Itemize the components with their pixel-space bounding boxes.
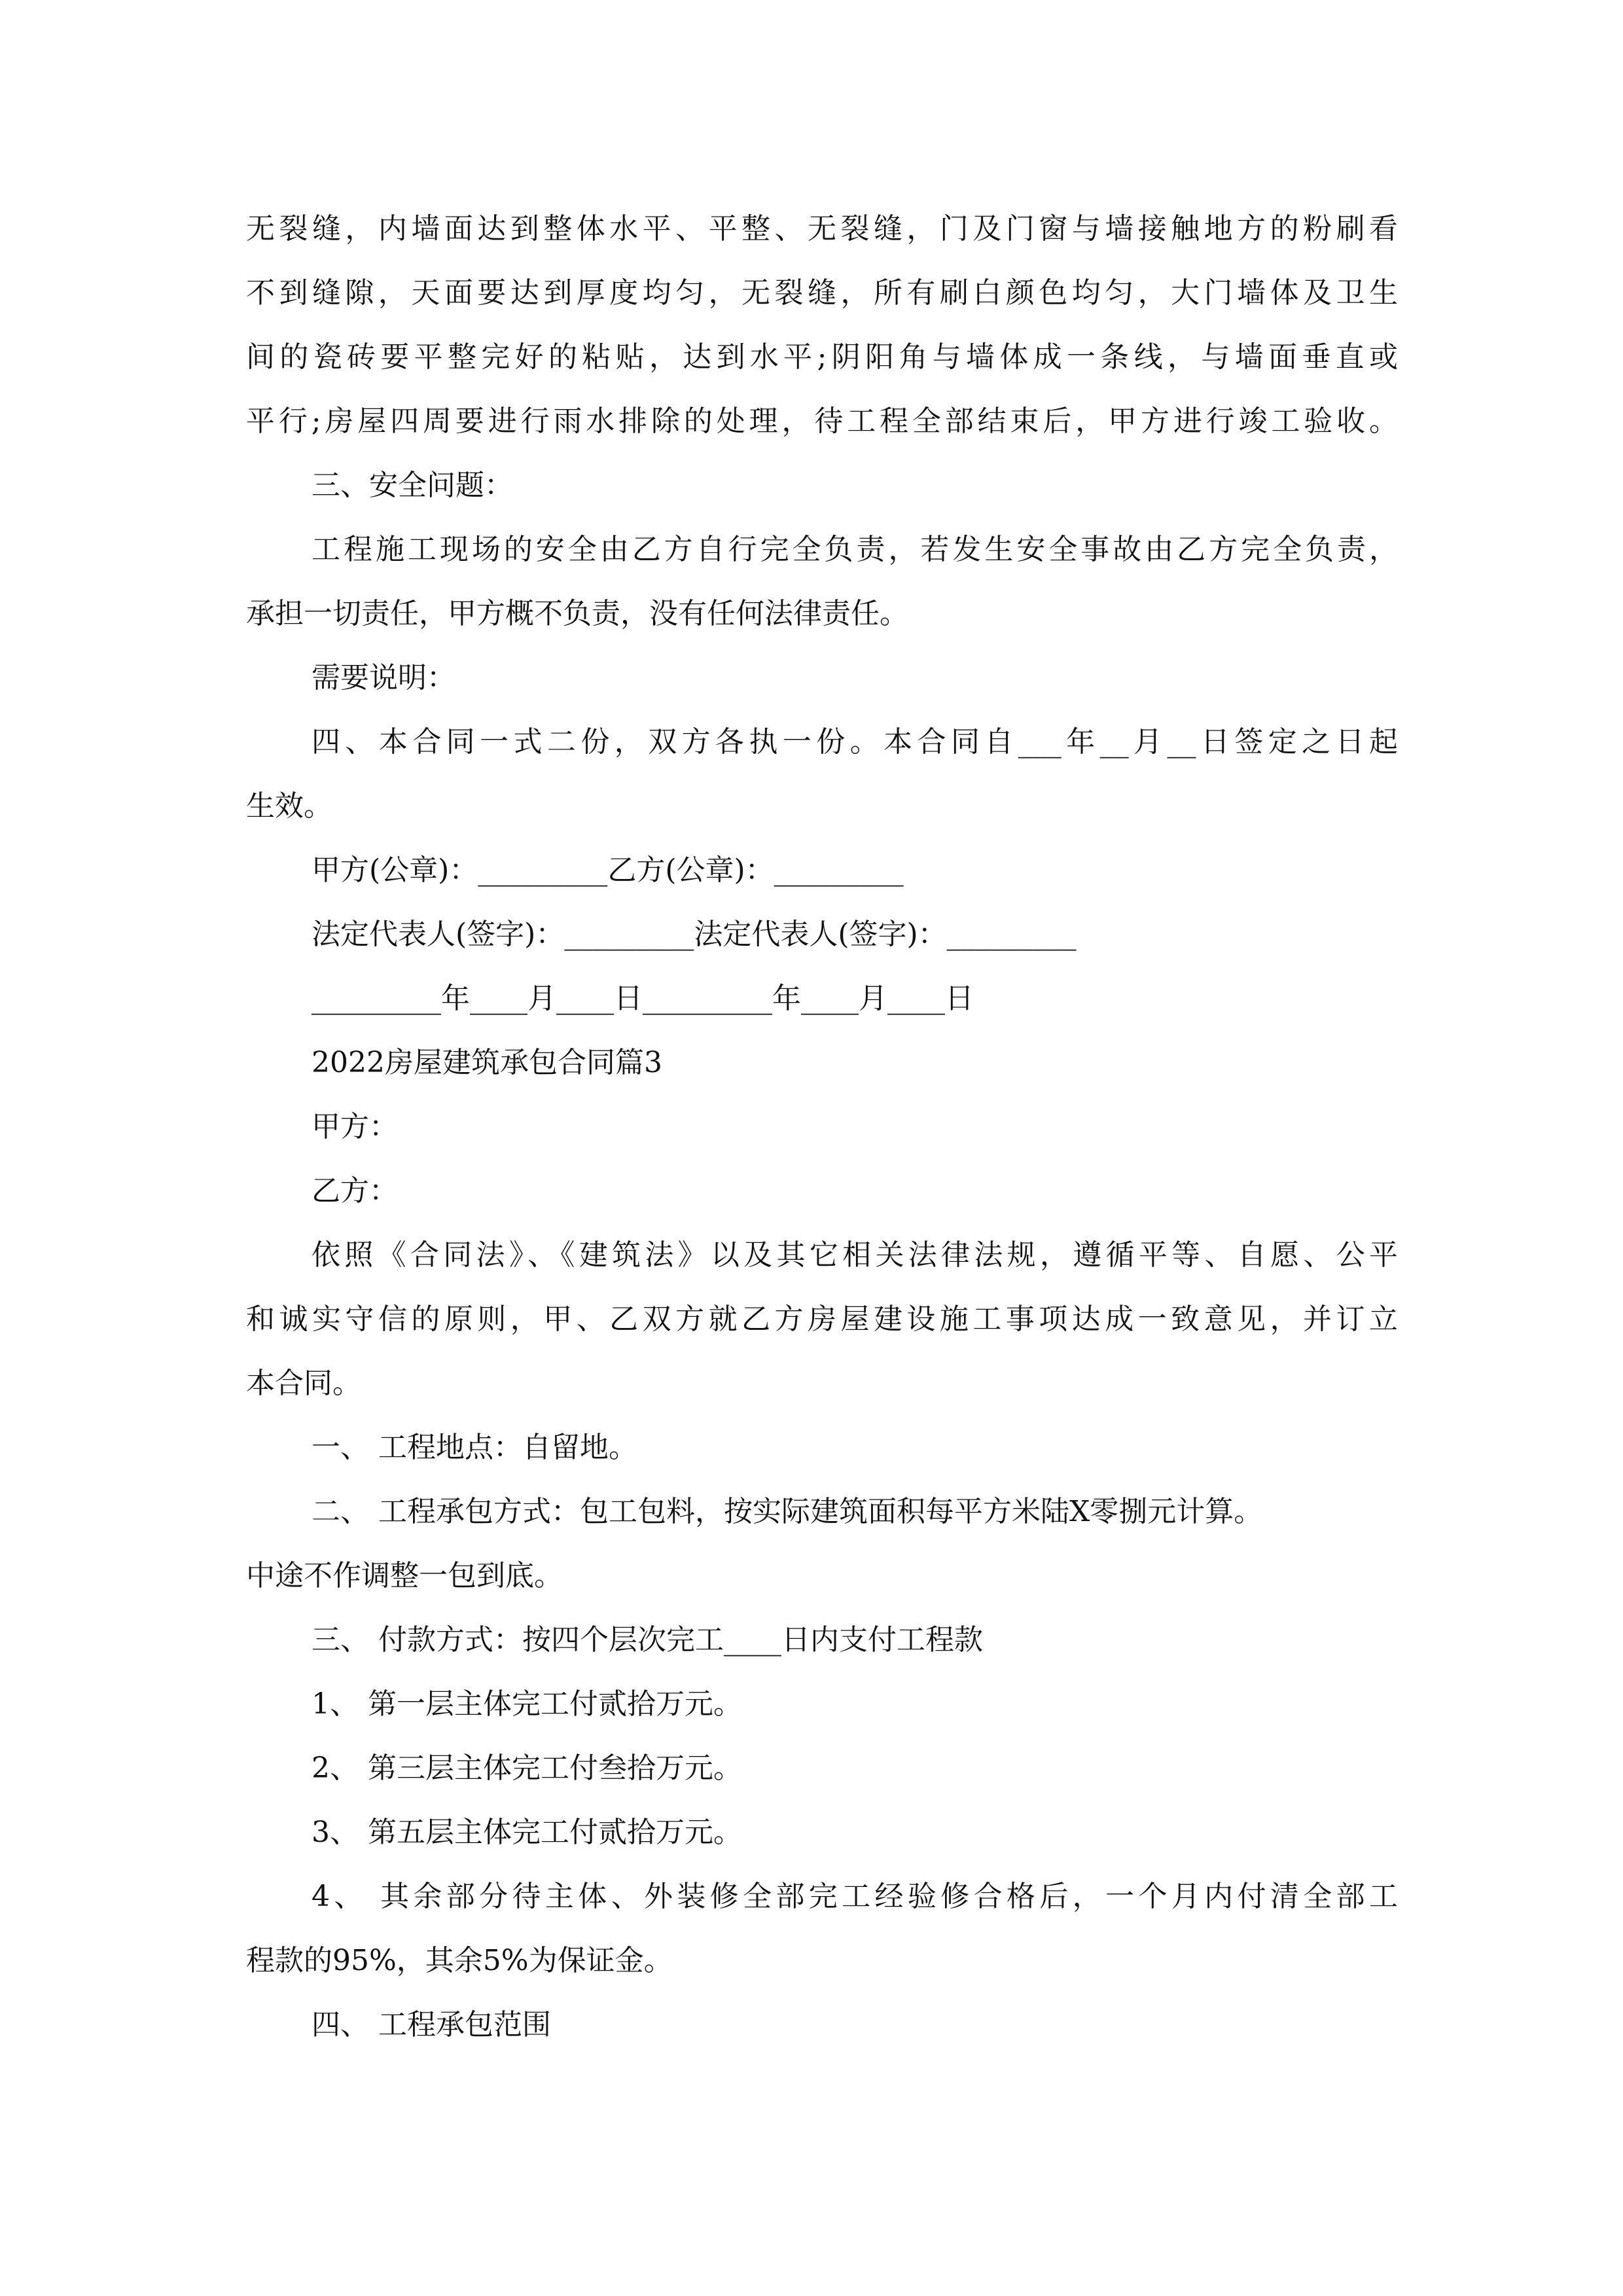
text-line: 程款的95%，其余5%为保证金。 (246, 1944, 673, 1977)
text-line: 依照《合同法》、《建筑法》以及其它相关法律法规，遵循平等、自愿、公平 (312, 1238, 1398, 1272)
text-line: 间的瓷砖要平整完好的粘贴，达到水平;阴阳角与墙体成一条线，与墙面垂直或 (246, 340, 1398, 374)
text-line: 工程施工现场的安全由乙方自行完全负责，若发生安全事故由乙方完全负责， (312, 533, 1398, 566)
text-line: 无裂缝，内墙面达到整体水平、平整、无裂缝，门及门窗与墙接触地方的粉刷看 (246, 212, 1398, 245)
clause-item: 二、 工程承包方式：包工包料，按实际建筑面积每平方米陆X零捌元计算。 (312, 1495, 1263, 1528)
text-line: 四、本合同一式二份，双方各执一份。本合同自___年__月__日签定之日起 (312, 725, 1398, 759)
clause-item: 三、 付款方式：按四个层次完工____日内支付工程款 (312, 1623, 983, 1657)
text-line: 承担一切责任，甲方概不负责，没有任何法律责任。 (246, 597, 908, 630)
text-line: 生效。 (246, 789, 332, 823)
signature-line-representative: 法定代表人(签字)：_________法定代表人(签字)：_________ (312, 918, 1077, 951)
party-a-label: 甲方： (312, 1110, 398, 1143)
signature-line-date: _________年____月____日_________年____月____日 (312, 982, 974, 1015)
signature-line-seal: 甲方(公章)：_________乙方(公章)：_________ (312, 853, 904, 887)
text-line: 本合同。 (246, 1367, 361, 1400)
payment-item: 2、 第三层主体完工付叁拾万元。 (312, 1751, 742, 1785)
section-heading: 三、安全问题： (312, 469, 513, 502)
party-b-label: 乙方： (312, 1174, 398, 1208)
document-body (246, 197, 1398, 2057)
section-heading: 需要说明： (312, 661, 455, 694)
text-line: 中途不作调整一包到底。 (246, 1559, 563, 1592)
text-line: 平行;房屋四周要进行雨水排除的处理，待工程全部结束后，甲方进行竣工验收。 (246, 404, 1398, 438)
contract-title: 2022房屋建筑承包合同篇3 (312, 1046, 662, 1079)
clause-item: 四、 工程承包范围 (312, 2008, 551, 2041)
payment-item: 3、 第五层主体完工付贰拾万元。 (312, 1816, 742, 1849)
text-line: 不到缝隙，天面要达到厚度均匀，无裂缝，所有刷白颜色均匀，大门墙体及卫生 (246, 276, 1398, 310)
clause-item: 一、 工程地点：自留地。 (312, 1431, 637, 1464)
text-line: 和诚实守信的原则，甲、乙双方就乙方房屋建设施工事项达成一致意见，并订立 (246, 1302, 1398, 1336)
payment-item: 4、 其余部分待主体、外装修全部完工经验修合格后，一个月内付清全部工 (312, 1880, 1398, 1913)
payment-item: 1、 第一层主体完工付贰拾万元。 (312, 1687, 742, 1721)
